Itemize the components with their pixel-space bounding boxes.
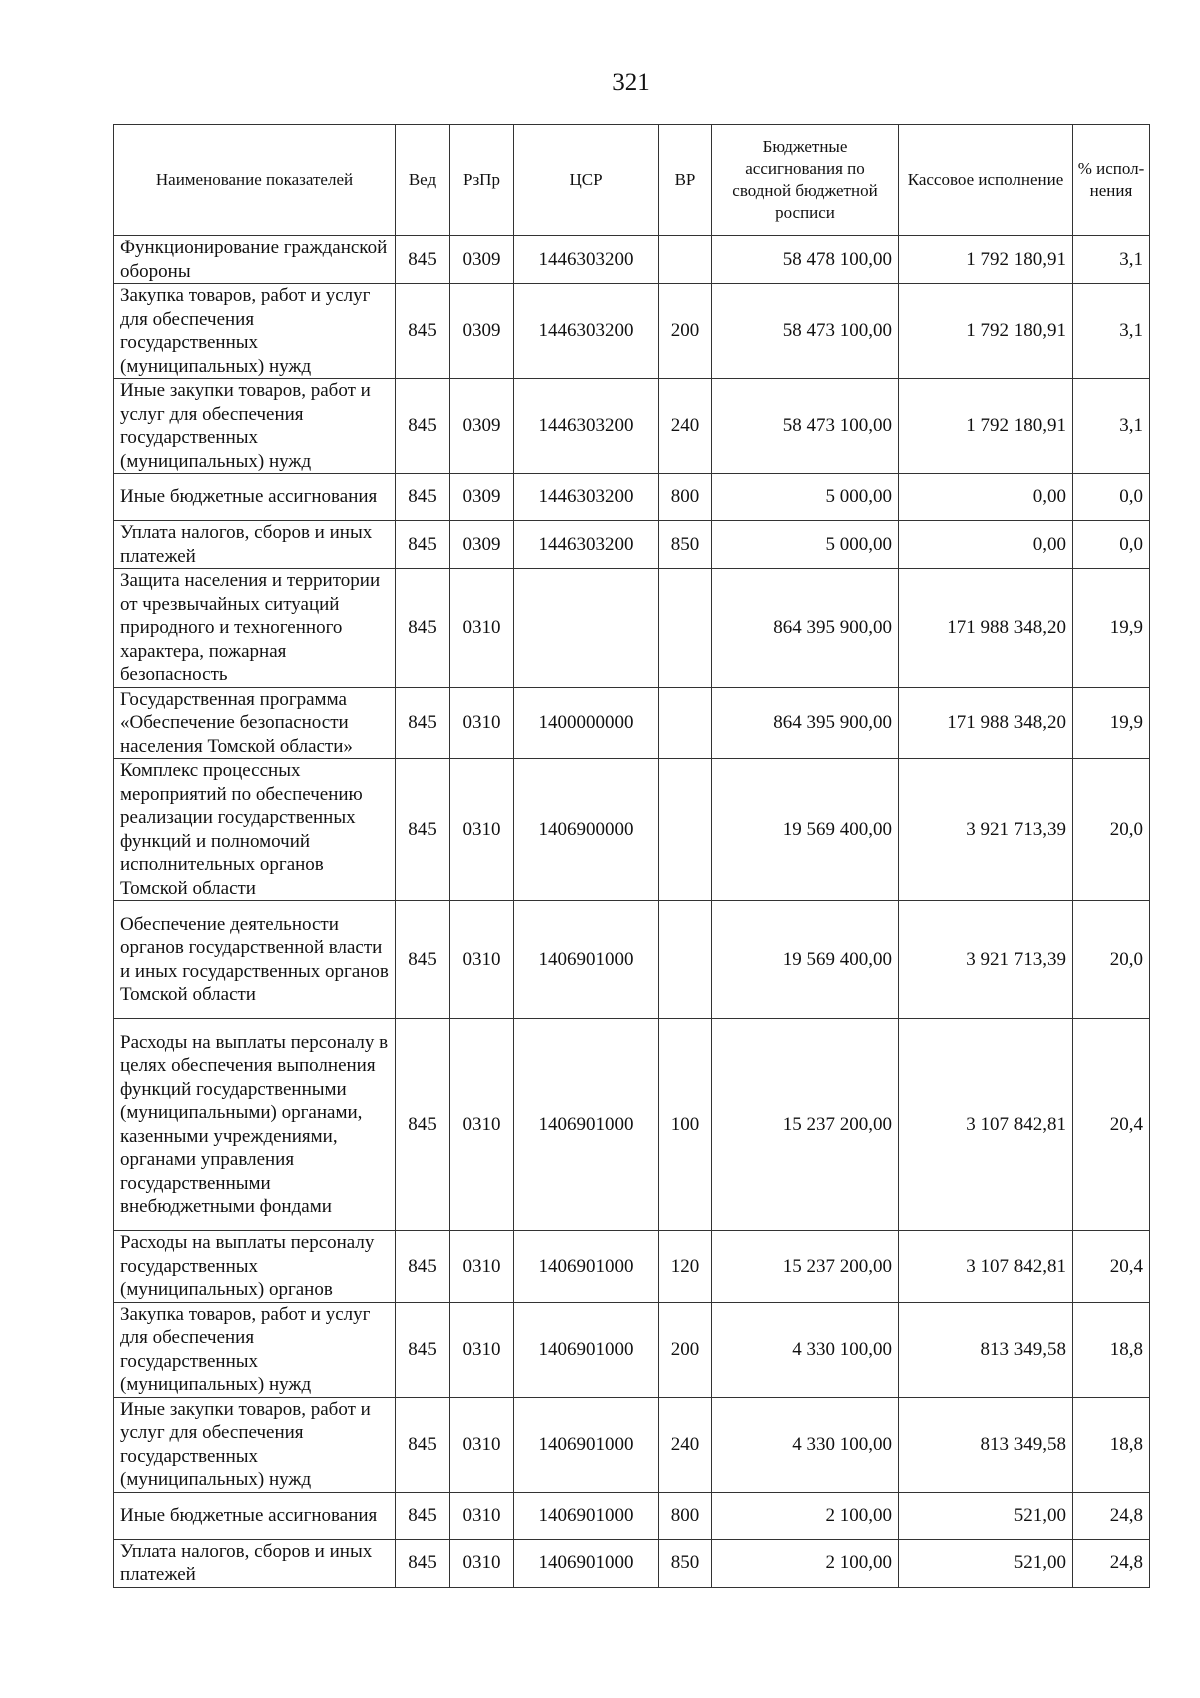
cell-percent: 0,0 bbox=[1073, 474, 1150, 521]
cell-cash: 521,00 bbox=[899, 1539, 1073, 1587]
cell-percent: 24,8 bbox=[1073, 1539, 1150, 1587]
cell-rzpr: 0310 bbox=[450, 687, 514, 759]
cell-ved: 845 bbox=[396, 1539, 450, 1587]
cell-ved: 845 bbox=[396, 759, 450, 901]
header-vr: ВР bbox=[659, 125, 712, 236]
cell-cash: 3 921 713,39 bbox=[899, 759, 1073, 901]
cell-cash: 1 792 180,91 bbox=[899, 284, 1073, 379]
header-percent: % испол-нения bbox=[1073, 125, 1150, 236]
cell-cash: 521,00 bbox=[899, 1492, 1073, 1539]
budget-execution-table bbox=[113, 124, 1150, 1588]
cell-csr: 1446303200 bbox=[514, 236, 659, 284]
cell-percent: 20,4 bbox=[1073, 1019, 1150, 1231]
table-row bbox=[114, 1019, 1150, 1231]
cell-csr: 1406901000 bbox=[514, 1539, 659, 1587]
cell-cash: 0,00 bbox=[899, 474, 1073, 521]
header-budget: Бюджетные ассигнования по сводной бюджетной росписи bbox=[712, 125, 899, 236]
header-cash: Кассовое исполнение bbox=[899, 125, 1073, 236]
cell-name: Закупка товаров, работ и услуг для обеспечения государственных (муниципальных) нужд bbox=[114, 284, 396, 379]
cell-budget: 864 395 900,00 bbox=[712, 569, 899, 688]
cell-percent: 18,8 bbox=[1073, 1397, 1150, 1492]
cell-csr: 1406901000 bbox=[514, 1302, 659, 1397]
cell-vr bbox=[659, 236, 712, 284]
cell-rzpr: 0310 bbox=[450, 759, 514, 901]
cell-percent: 19,9 bbox=[1073, 569, 1150, 688]
header-ved: Вед bbox=[396, 125, 450, 236]
cell-ved: 845 bbox=[396, 521, 450, 569]
cell-cash: 171 988 348,20 bbox=[899, 569, 1073, 688]
cell-vr: 800 bbox=[659, 474, 712, 521]
cell-budget: 58 473 100,00 bbox=[712, 284, 899, 379]
cell-name: Иные бюджетные ассигнования bbox=[114, 474, 396, 521]
header-name: Наименование показателей bbox=[114, 125, 396, 236]
cell-csr: 1400000000 bbox=[514, 687, 659, 759]
cell-cash: 0,00 bbox=[899, 521, 1073, 569]
cell-name: Иные бюджетные ассигнования bbox=[114, 1492, 396, 1539]
cell-rzpr: 0310 bbox=[450, 901, 514, 1019]
cell-cash: 3 107 842,81 bbox=[899, 1019, 1073, 1231]
cell-vr: 240 bbox=[659, 379, 712, 474]
cell-ved: 845 bbox=[396, 1231, 450, 1303]
cell-vr: 200 bbox=[659, 284, 712, 379]
cell-budget: 2 100,00 bbox=[712, 1492, 899, 1539]
cell-rzpr: 0310 bbox=[450, 1397, 514, 1492]
cell-rzpr: 0310 bbox=[450, 1231, 514, 1303]
cell-csr: 1406900000 bbox=[514, 759, 659, 901]
cell-budget: 4 330 100,00 bbox=[712, 1302, 899, 1397]
cell-vr: 800 bbox=[659, 1492, 712, 1539]
table-row bbox=[114, 1231, 1150, 1303]
cell-cash: 813 349,58 bbox=[899, 1397, 1073, 1492]
cell-csr bbox=[514, 569, 659, 688]
cell-rzpr: 0309 bbox=[450, 379, 514, 474]
cell-rzpr: 0310 bbox=[450, 1019, 514, 1231]
cell-csr: 1446303200 bbox=[514, 379, 659, 474]
cell-name: Государственная программа «Обеспечение безопасности населения Томской области» bbox=[114, 687, 396, 759]
table-row bbox=[114, 236, 1150, 284]
cell-percent: 3,1 bbox=[1073, 236, 1150, 284]
cell-rzpr: 0309 bbox=[450, 521, 514, 569]
cell-vr: 850 bbox=[659, 521, 712, 569]
table-row bbox=[114, 1539, 1150, 1587]
cell-ved: 845 bbox=[396, 284, 450, 379]
cell-csr: 1446303200 bbox=[514, 521, 659, 569]
cell-cash: 3 921 713,39 bbox=[899, 901, 1073, 1019]
cell-percent: 24,8 bbox=[1073, 1492, 1150, 1539]
cell-name: Уплата налогов, сборов и иных платежей bbox=[114, 1539, 396, 1587]
table-row bbox=[114, 521, 1150, 569]
cell-budget: 15 237 200,00 bbox=[712, 1231, 899, 1303]
cell-rzpr: 0309 bbox=[450, 236, 514, 284]
cell-vr: 120 bbox=[659, 1231, 712, 1303]
cell-vr bbox=[659, 759, 712, 901]
cell-name: Уплата налогов, сборов и иных платежей bbox=[114, 521, 396, 569]
table-row bbox=[114, 379, 1150, 474]
cell-ved: 845 bbox=[396, 569, 450, 688]
cell-name: Комплекс процессных мероприятий по обеспечению реализации государственных функций и полномочий исполнительных органов Томской области bbox=[114, 759, 396, 901]
cell-csr: 1406901000 bbox=[514, 1019, 659, 1231]
table-row bbox=[114, 759, 1150, 901]
cell-percent: 19,9 bbox=[1073, 687, 1150, 759]
cell-ved: 845 bbox=[396, 1019, 450, 1231]
table-row bbox=[114, 1302, 1150, 1397]
cell-ved: 845 bbox=[396, 687, 450, 759]
table-row bbox=[114, 474, 1150, 521]
cell-rzpr: 0309 bbox=[450, 474, 514, 521]
cell-ved: 845 bbox=[396, 1397, 450, 1492]
cell-ved: 845 bbox=[396, 474, 450, 521]
cell-budget: 864 395 900,00 bbox=[712, 687, 899, 759]
cell-percent: 20,0 bbox=[1073, 759, 1150, 901]
cell-vr bbox=[659, 901, 712, 1019]
cell-percent: 3,1 bbox=[1073, 284, 1150, 379]
cell-name: Защита населения и территории от чрезвычайных ситуаций природного и техногенного характера, пожарная безопасность bbox=[114, 569, 396, 688]
cell-rzpr: 0310 bbox=[450, 1492, 514, 1539]
cell-name: Иные закупки товаров, работ и услуг для обеспечения государственных (муниципальных) нужд bbox=[114, 379, 396, 474]
cell-budget: 2 100,00 bbox=[712, 1539, 899, 1587]
header-rzpr: РзПр bbox=[450, 125, 514, 236]
cell-ved: 845 bbox=[396, 901, 450, 1019]
cell-cash: 171 988 348,20 bbox=[899, 687, 1073, 759]
cell-ved: 845 bbox=[396, 1492, 450, 1539]
cell-vr: 200 bbox=[659, 1302, 712, 1397]
cell-budget: 5 000,00 bbox=[712, 521, 899, 569]
table-row bbox=[114, 1492, 1150, 1539]
table-row bbox=[114, 901, 1150, 1019]
cell-vr bbox=[659, 569, 712, 688]
cell-budget: 19 569 400,00 bbox=[712, 901, 899, 1019]
cell-ved: 845 bbox=[396, 236, 450, 284]
cell-vr bbox=[659, 687, 712, 759]
cell-csr: 1446303200 bbox=[514, 474, 659, 521]
cell-percent: 20,4 bbox=[1073, 1231, 1150, 1303]
table-row bbox=[114, 687, 1150, 759]
cell-budget: 58 478 100,00 bbox=[712, 236, 899, 284]
cell-cash: 813 349,58 bbox=[899, 1302, 1073, 1397]
cell-budget: 15 237 200,00 bbox=[712, 1019, 899, 1231]
cell-percent: 18,8 bbox=[1073, 1302, 1150, 1397]
table-row bbox=[114, 569, 1150, 688]
cell-vr: 100 bbox=[659, 1019, 712, 1231]
cell-name: Функционирование гражданской обороны bbox=[114, 236, 396, 284]
cell-budget: 19 569 400,00 bbox=[712, 759, 899, 901]
cell-rzpr: 0310 bbox=[450, 1302, 514, 1397]
cell-vr: 240 bbox=[659, 1397, 712, 1492]
cell-percent: 20,0 bbox=[1073, 901, 1150, 1019]
cell-budget: 4 330 100,00 bbox=[712, 1397, 899, 1492]
cell-budget: 5 000,00 bbox=[712, 474, 899, 521]
cell-name: Закупка товаров, работ и услуг для обеспечения государственных (муниципальных) нужд bbox=[114, 1302, 396, 1397]
page-number: 321 bbox=[612, 69, 650, 96]
cell-percent: 3,1 bbox=[1073, 379, 1150, 474]
header-row bbox=[114, 125, 1150, 236]
cell-vr: 850 bbox=[659, 1539, 712, 1587]
cell-ved: 845 bbox=[396, 379, 450, 474]
table-row bbox=[114, 284, 1150, 379]
cell-cash: 3 107 842,81 bbox=[899, 1231, 1073, 1303]
cell-csr: 1406901000 bbox=[514, 1397, 659, 1492]
cell-name: Обеспечение деятельности органов государственной власти и иных государственных органов Томской области bbox=[114, 901, 396, 1019]
cell-csr: 1406901000 bbox=[514, 1492, 659, 1539]
cell-cash: 1 792 180,91 bbox=[899, 379, 1073, 474]
cell-budget: 58 473 100,00 bbox=[712, 379, 899, 474]
cell-csr: 1446303200 bbox=[514, 284, 659, 379]
cell-ved: 845 bbox=[396, 1302, 450, 1397]
cell-percent: 0,0 bbox=[1073, 521, 1150, 569]
cell-rzpr: 0310 bbox=[450, 1539, 514, 1587]
cell-rzpr: 0310 bbox=[450, 569, 514, 688]
header-csr: ЦСР bbox=[514, 125, 659, 236]
cell-cash: 1 792 180,91 bbox=[899, 236, 1073, 284]
cell-name: Расходы на выплаты персоналу в целях обеспечения выполнения функций государственными (муниципальными) органами, казенными учреждениями, органами управления государственными внебюджетными фондами bbox=[114, 1019, 396, 1231]
cell-name: Иные закупки товаров, работ и услуг для обеспечения государственных (муниципальных) нужд bbox=[114, 1397, 396, 1492]
table-body bbox=[114, 236, 1150, 1588]
table-row bbox=[114, 1397, 1150, 1492]
cell-name: Расходы на выплаты персоналу государственных (муниципальных) органов bbox=[114, 1231, 396, 1303]
cell-csr: 1406901000 bbox=[514, 901, 659, 1019]
cell-csr: 1406901000 bbox=[514, 1231, 659, 1303]
cell-rzpr: 0309 bbox=[450, 284, 514, 379]
